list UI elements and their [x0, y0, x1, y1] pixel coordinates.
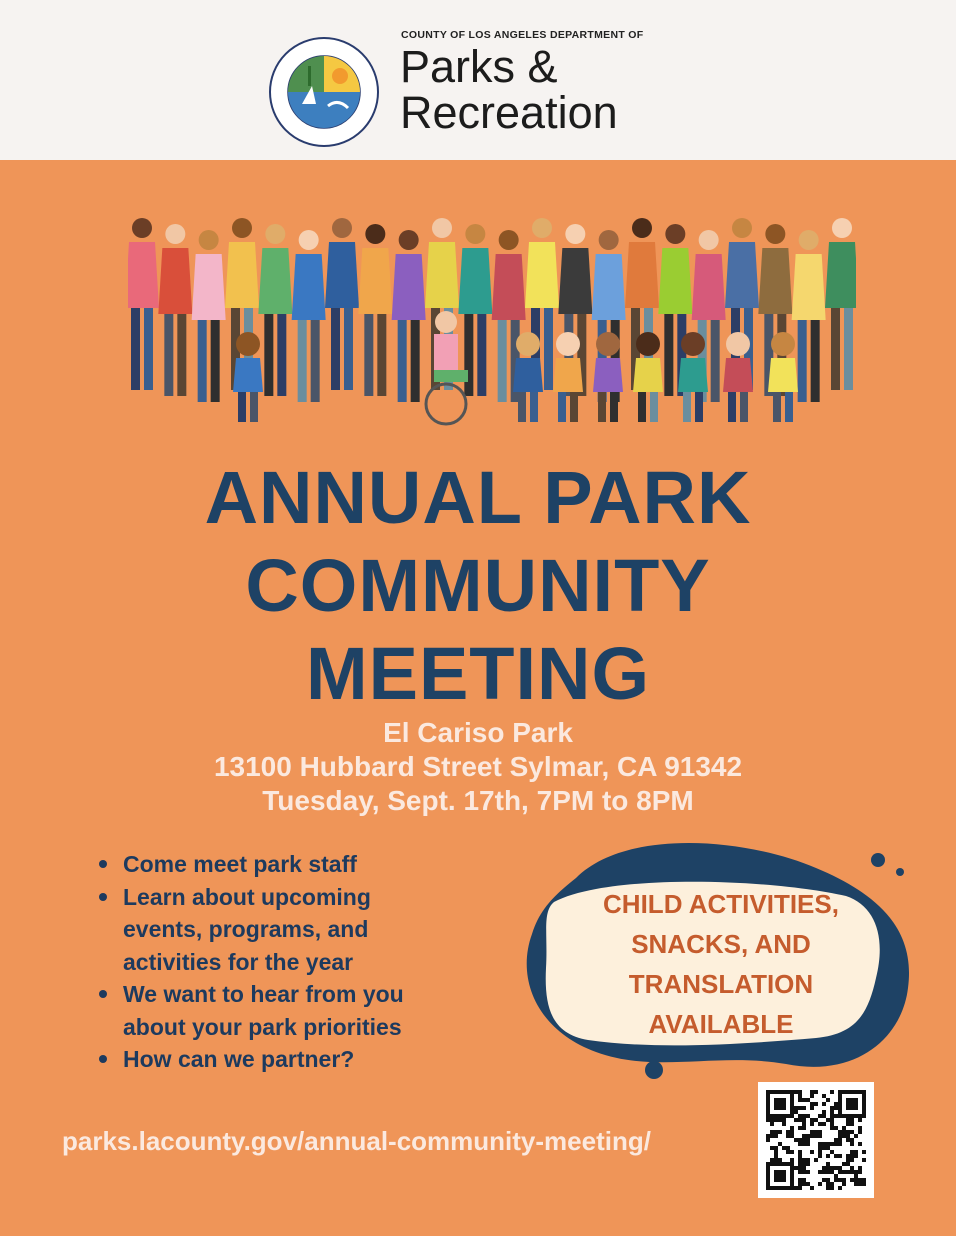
list-item-text: How can we partner? — [123, 1046, 355, 1072]
callout-line1: CHILD ACTIVITIES, — [603, 889, 839, 919]
child-figure — [768, 332, 798, 422]
adult-figure — [392, 230, 426, 402]
event-title-line2: COMMUNITY — [245, 544, 711, 627]
child-figure — [593, 332, 623, 422]
bullet-icon — [99, 990, 107, 998]
adult-figure — [158, 224, 192, 396]
child-figure — [233, 332, 263, 422]
adult-figure — [192, 230, 226, 402]
department-name-line2: Recreation — [400, 87, 618, 138]
bullet-icon — [99, 893, 107, 901]
qr-code-icon[interactable] — [758, 1082, 874, 1198]
adult-figure — [128, 218, 159, 390]
bullet-icon — [99, 1055, 107, 1063]
department-label: COUNTY OF LOS ANGELES DEPARTMENT OF — [401, 29, 644, 41]
adult-figure — [258, 224, 292, 396]
list-item — [96, 881, 456, 979]
bullet-icon — [99, 860, 107, 868]
header-bar — [0, 0, 956, 160]
list-item — [96, 1043, 456, 1076]
community-illustration — [128, 204, 856, 432]
event-address: 13100 Hubbard Street Sylmar, CA 91342 — [213, 751, 743, 782]
adult-figure — [792, 230, 826, 402]
event-location: El Cariso Park — [383, 717, 573, 748]
callout-text — [566, 884, 876, 1044]
department-name-line1: Parks & — [400, 41, 558, 92]
adult-figure — [292, 230, 326, 402]
event-title-line1: ANNUAL PARK — [204, 456, 752, 539]
child-figure — [633, 332, 663, 422]
county-seal-icon — [268, 36, 380, 148]
event-details — [0, 716, 956, 818]
child-figure — [723, 332, 753, 422]
child-figure — [553, 332, 583, 422]
agenda-list — [96, 848, 456, 1076]
list-item — [96, 848, 456, 881]
adult-figure — [825, 218, 856, 390]
event-datetime: Tuesday, Sept. 17th, 7PM to 8PM — [262, 785, 694, 816]
list-item-text: Come meet park staff — [123, 851, 357, 877]
child-figure — [678, 332, 708, 422]
callout-line4: AVAILABLE — [648, 1009, 794, 1039]
callout-line3: TRANSLATION — [628, 969, 814, 999]
department-name — [400, 41, 730, 138]
list-item-text: Learn about upcoming events, programs, and activities for the year — [123, 883, 371, 975]
event-title — [0, 454, 956, 718]
event-title-line3: MEETING — [305, 632, 651, 715]
qr-code-graphic — [758, 1082, 874, 1198]
adult-figure — [358, 224, 392, 396]
list-item — [96, 978, 456, 1043]
event-url[interactable]: parks.lacounty.gov/annual-community-meeting/ — [62, 1126, 651, 1156]
list-item-text: We want to hear from you about your park priorities — [123, 981, 404, 1040]
child-figure — [513, 332, 543, 422]
adult-figure — [325, 218, 359, 390]
callout-line2: SNACKS, AND — [631, 929, 811, 959]
